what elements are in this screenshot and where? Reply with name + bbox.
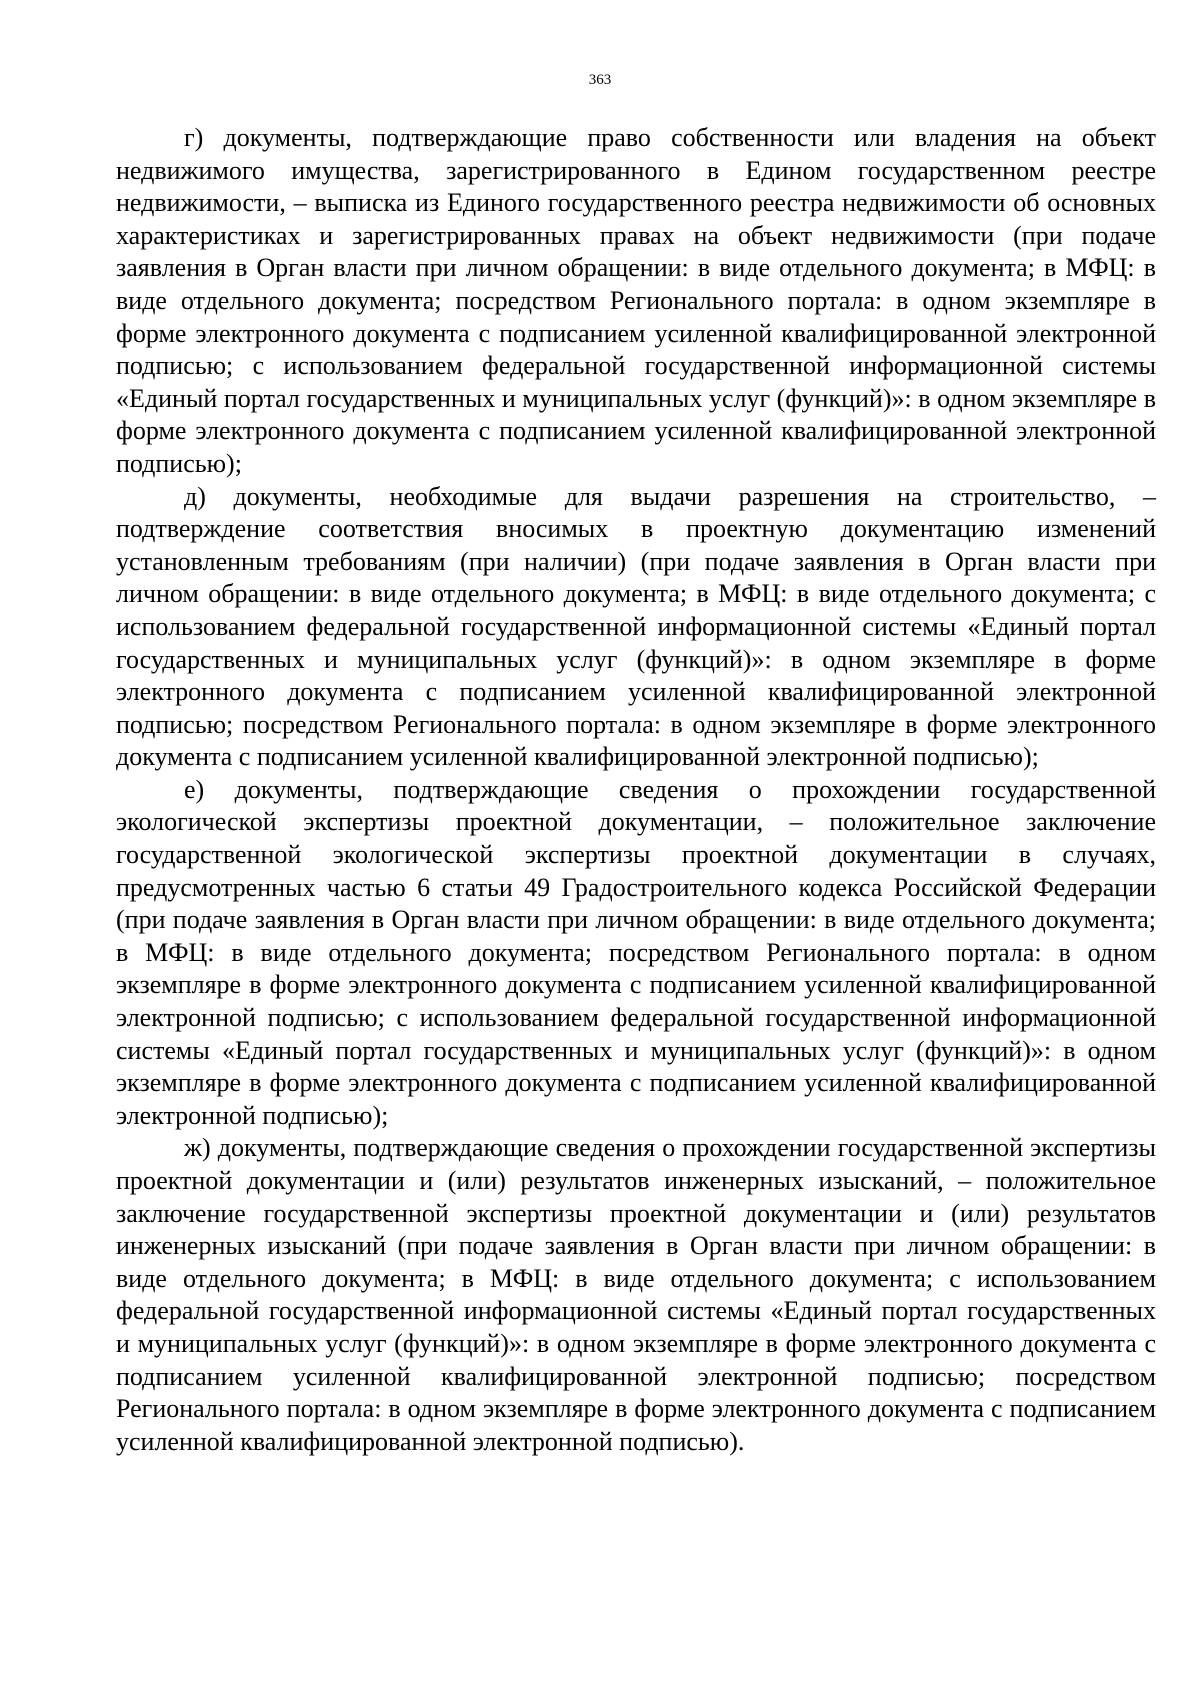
paragraph-d: д) документы, необходимые для выдачи разрешения на строительство, – подтверждение соответствия вносимых в проектную документацию изменений установленным требованиям (при наличии) (при подаче заявления в Орган власти при личном обращении: в виде отдельного документа; в МФЦ: в виде отдельного документа; с использованием федеральной государственной информационной системы «Единый портал государственных и муниципальных услуг (функций)»: в одном экземпляре в форме электронного документа с подписанием усиленной квалифицированной электронной подписью; посредством Регионального портала: в одном экземпляре в форме электронного документа с подписанием усиленной квалифицированной электронной подписью); — [116, 481, 1156, 772]
paragraph-e: е) документы, подтверждающие сведения о прохождении государственной экологической экспертизы проектной документации, – положительное заключение государственной экологической экспертизы проектной документации в случаях, предусмотренных частью 6 статьи 49 Градостроительного кодекса Российской Федерации (при подаче заявления в Орган власти при личном обращении: в виде отдельного документа; в МФЦ: в виде отдельного документа; посредством Регионального портала: в одном экземпляре в форме электронного документа с подписанием усиленной квалифицированной электронной подписью; с использованием федеральной государственной информационной системы «Единый портал государственных и муниципальных услуг (функций)»: в одном экземпляре в форме электронного документа с подписанием усиленной квалифицированной электронной подписью); — [116, 774, 1156, 1130]
paragraph-g: г) документы, подтверждающие право собственности или владения на объект недвижимого имущества, зарегистрированного в Едином государственном реестре недвижимости, – выписка из Единого государственного реестра недвижимости об основных характеристиках и зарегистрированных правах на объект недвижимости (при подаче заявления в Орган власти при личном обращении: в виде отдельного документа; в МФЦ: в виде отдельного документа; посредством Регионального портала: в одном экземпляре в форме электронного документа с подписанием усиленной квалифицированной электронной подписью; с использованием федеральной государственной информационной системы «Единый портал государственных и муниципальных услуг (функций)»: в одном экземпляре в форме электронного документа с подписанием усиленной квалифицированной электронной подписью); — [116, 123, 1156, 478]
paragraph-zh: ж) документы, подтверждающие сведения о прохождении государственной экспертизы проектной документации и (или) результатов инженерных изысканий, – положительное заключение государственной экспертизы проектной документации и (или) результатов инженерных изысканий (при подаче заявления в Орган власти при личном обращении: в виде отдельного документа; в МФЦ: в виде отдельного документа; с использованием федеральной государственной информационной системы «Единый портал государственных и муниципальных услуг (функций)»: в одном экземпляре в форме электронного документа с подписанием усиленной квалифицированной электронной подписью; посредством Регионального портала: в одном экземпляре в форме электронного документа с подписанием усиленной квалифицированной электронной подписью). — [116, 1133, 1156, 1456]
document-body — [116, 122, 1156, 1458]
page-number: 363 — [588, 72, 612, 88]
